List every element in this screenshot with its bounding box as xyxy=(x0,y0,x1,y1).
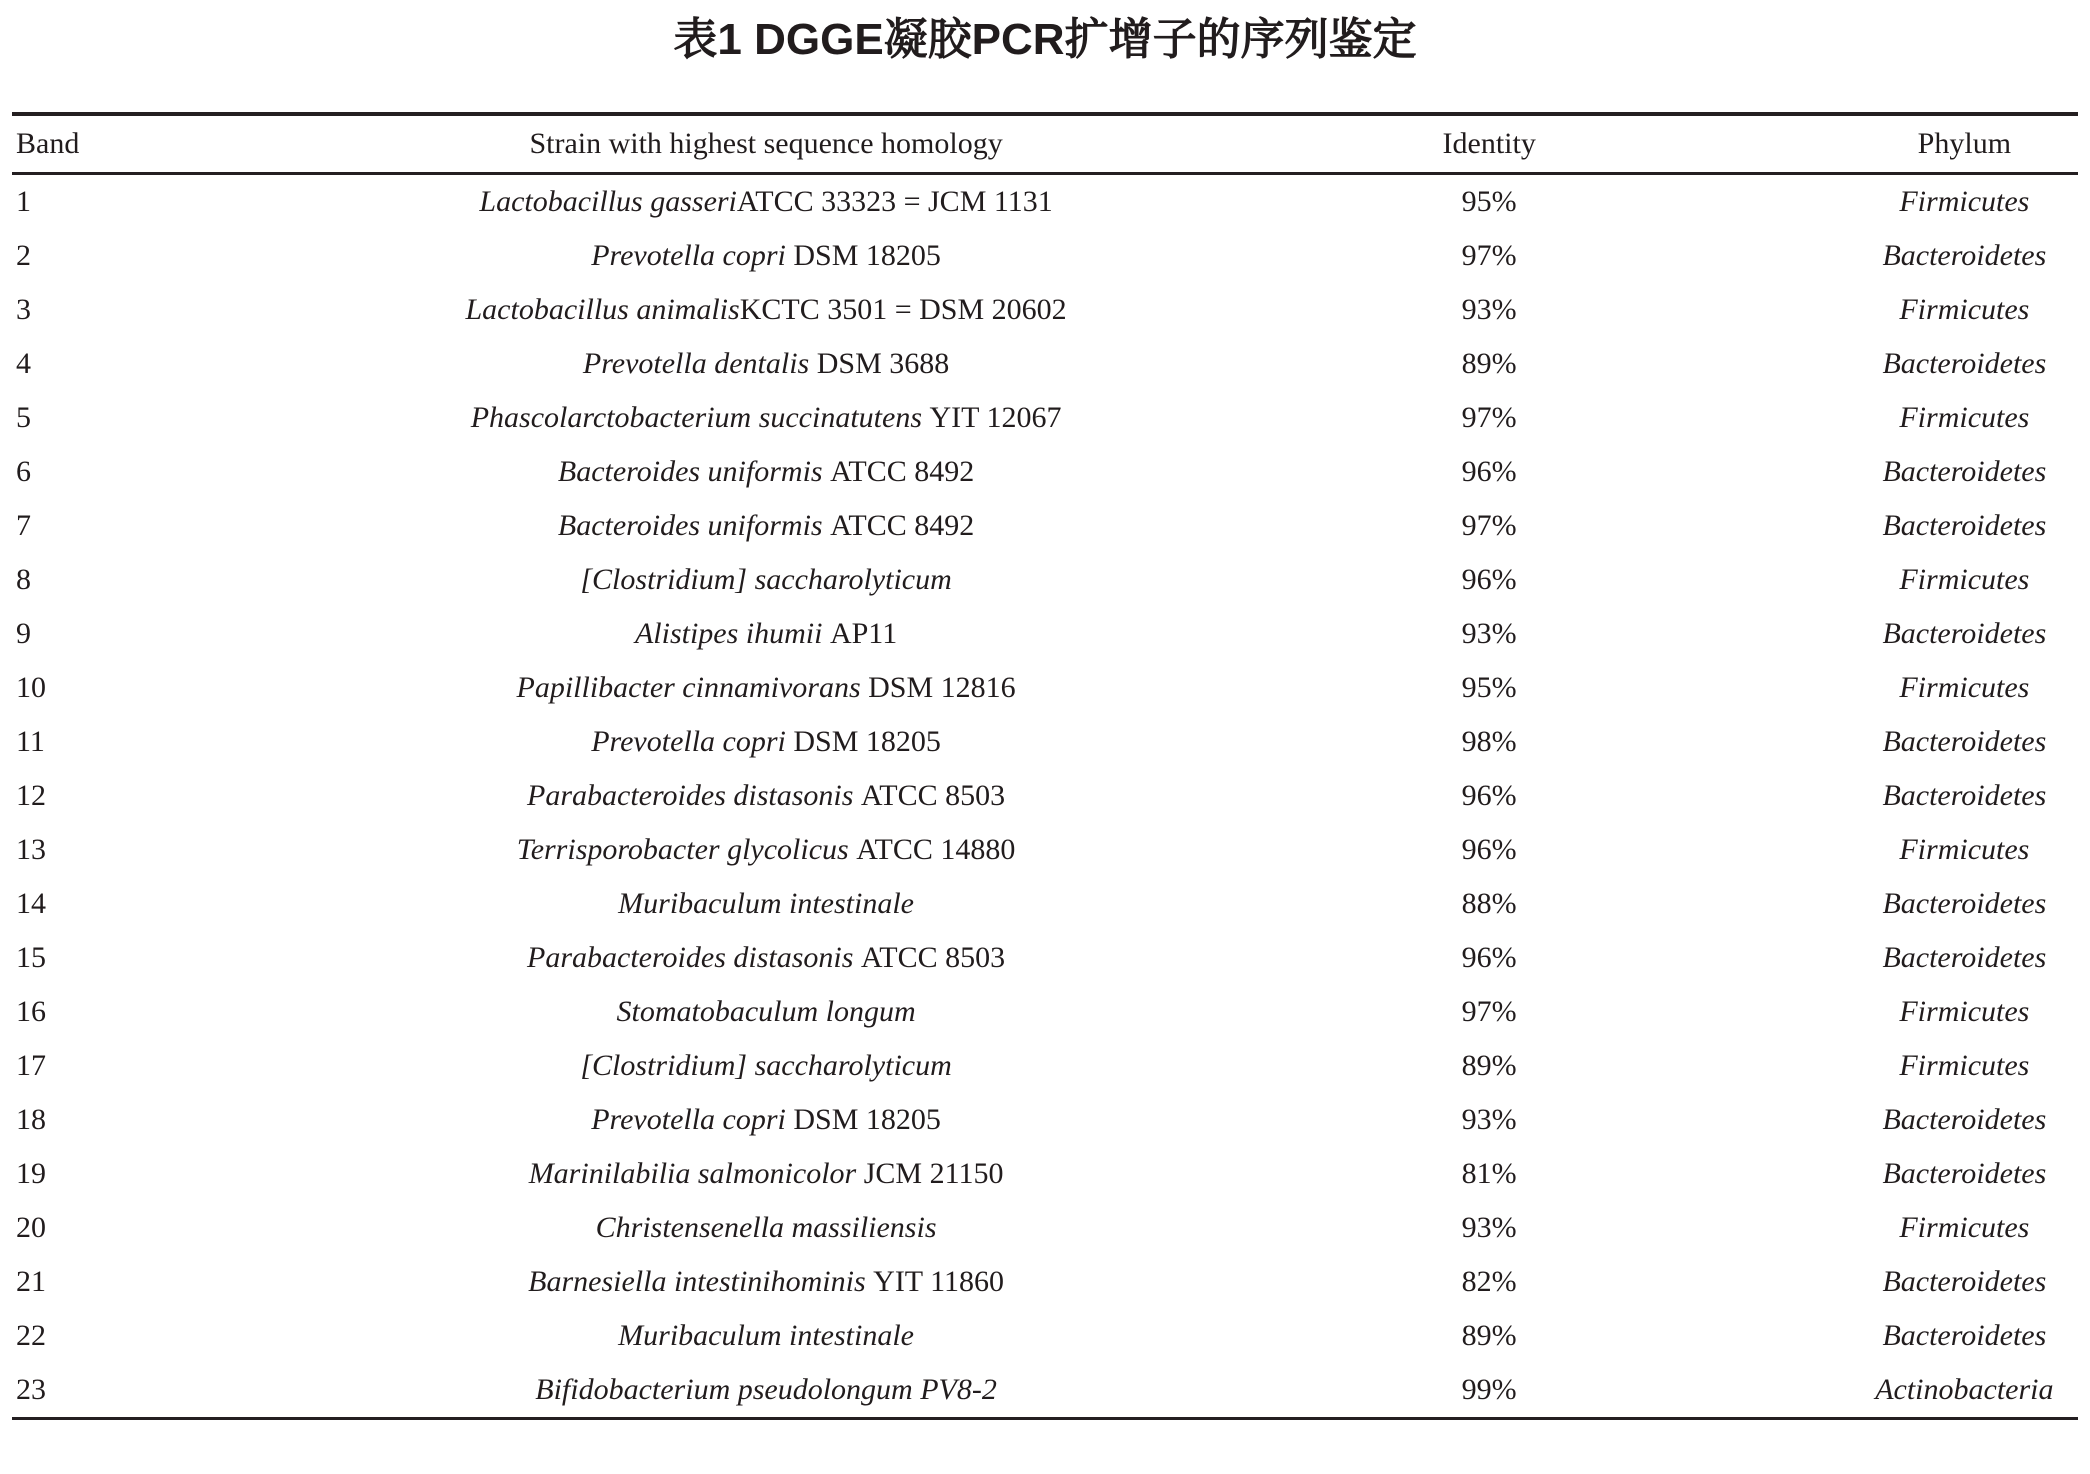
strain-name xyxy=(405,1201,1128,1255)
identity-percent: 98% xyxy=(1461,724,1517,758)
table-row xyxy=(12,1363,2078,1419)
strain-code: YIT 12067 xyxy=(922,400,1062,434)
strain-code: KCTC 3501 = DSM 20602 xyxy=(739,292,1067,326)
strain-code: YIT 11860 xyxy=(865,1264,1004,1298)
band-number: 20 xyxy=(16,1210,46,1244)
identity-percent: 89% xyxy=(1461,346,1517,380)
strain-name-italic: Parabacteroides distasonis xyxy=(527,778,854,812)
phylum-name: Firmicutes xyxy=(1899,292,2030,326)
strain-name xyxy=(405,1255,1128,1309)
table-row xyxy=(12,1201,2078,1255)
table-row xyxy=(12,985,2078,1039)
strain-name xyxy=(405,931,1128,985)
phylum-name: Bacteroidetes xyxy=(1882,886,2047,920)
strain-name-italic: Bifidobacterium pseudolongum PV8-2 xyxy=(535,1372,997,1406)
table-row xyxy=(12,769,2078,823)
identity-percent: 93% xyxy=(1461,1102,1517,1136)
phylum-name: Bacteroidetes xyxy=(1882,616,2047,650)
strain-code: DSM 18205 xyxy=(785,238,941,272)
identity-percent: 95% xyxy=(1461,670,1517,704)
band-number: 22 xyxy=(16,1318,46,1352)
identity-percent: 96% xyxy=(1461,562,1517,596)
identity-percent: 97% xyxy=(1461,508,1517,542)
band-number: 5 xyxy=(16,400,31,434)
identity-percent: 96% xyxy=(1461,940,1517,974)
phylum-name: Firmicutes xyxy=(1899,184,2030,218)
phylum-name: Bacteroidetes xyxy=(1882,454,2047,488)
band-number: 11 xyxy=(16,724,45,758)
strain-name-italic: Muribaculum intestinale xyxy=(618,1318,914,1352)
strain-name-italic: Muribaculum intestinale xyxy=(618,886,914,920)
identity-percent: 97% xyxy=(1461,994,1517,1028)
strain-name xyxy=(405,769,1128,823)
phylum-name: Bacteroidetes xyxy=(1882,1156,2047,1190)
strain-name xyxy=(405,499,1128,553)
strain-name xyxy=(405,553,1128,607)
band-number: 21 xyxy=(16,1264,46,1298)
strain-name-italic: Terrisporobacter glycolicus xyxy=(516,832,849,866)
identity-percent: 96% xyxy=(1461,778,1517,812)
table-title: 表1 DGGE凝胶PCR扩增子的序列鉴定 xyxy=(673,15,1417,64)
phylum-name: Bacteroidetes xyxy=(1882,1102,2047,1136)
strain-name-italic: Prevotella copri xyxy=(591,1102,786,1136)
phylum-name: Bacteroidetes xyxy=(1882,778,2047,812)
strain-code: ATCC 14880 xyxy=(848,832,1016,866)
strain-name xyxy=(405,715,1128,769)
phylum-name: Firmicutes xyxy=(1899,1210,2030,1244)
band-number: 1 xyxy=(16,184,31,218)
strain-name xyxy=(405,1309,1128,1363)
strain-code: ATCC 8503 xyxy=(853,778,1006,812)
phylum-name: Bacteroidetes xyxy=(1882,1318,2047,1352)
table-row xyxy=(12,877,2078,931)
table-row xyxy=(12,391,2078,445)
band-number: 7 xyxy=(16,508,31,542)
table-row xyxy=(12,1255,2078,1309)
sequence-identification-table xyxy=(12,112,2078,1420)
table-row xyxy=(12,337,2078,391)
strain-code: AP11 xyxy=(822,616,898,650)
identity-percent: 89% xyxy=(1461,1048,1517,1082)
phylum-name: Bacteroidetes xyxy=(1882,346,2047,380)
strain-name-italic: Christensenella massiliensis xyxy=(595,1210,937,1244)
strain-code: DSM 18205 xyxy=(785,724,941,758)
strain-code: DSM 18205 xyxy=(785,1102,941,1136)
identity-percent: 93% xyxy=(1461,292,1517,326)
table-row xyxy=(12,661,2078,715)
table-row xyxy=(12,715,2078,769)
strain-name-italic: Papillibacter cinnamivorans xyxy=(516,670,861,704)
phylum-name: Firmicutes xyxy=(1899,994,2030,1028)
table-row xyxy=(12,229,2078,283)
table-row xyxy=(12,931,2078,985)
phylum-name: Firmicutes xyxy=(1899,562,2030,596)
strain-name xyxy=(405,337,1128,391)
identity-percent: 82% xyxy=(1461,1264,1517,1298)
header-row xyxy=(12,114,2078,174)
strain-name xyxy=(405,607,1128,661)
table-header xyxy=(12,114,2078,174)
band-number: 14 xyxy=(16,886,46,920)
phylum-name: Firmicutes xyxy=(1899,400,2030,434)
strain-name xyxy=(405,1363,1128,1419)
strain-name xyxy=(405,823,1128,877)
strain-name-italic: Marinilabilia salmonicolor xyxy=(528,1156,857,1190)
table-row xyxy=(12,1093,2078,1147)
identity-percent: 96% xyxy=(1461,832,1517,866)
band-number: 4 xyxy=(16,346,31,380)
phylum-name: Bacteroidetes xyxy=(1882,238,2047,272)
strain-name-italic: Parabacteroides distasonis xyxy=(527,940,854,974)
strain-name xyxy=(405,877,1128,931)
strain-name xyxy=(405,283,1128,337)
identity-percent: 93% xyxy=(1461,616,1517,650)
strain-code: ATCC 33323 = JCM 1131 xyxy=(736,184,1053,218)
strain-name xyxy=(405,229,1128,283)
strain-name-italic: Prevotella dentalis xyxy=(582,346,810,380)
strain-name-italic: Prevotella copri xyxy=(591,238,786,272)
strain-name-italic: Alistipes ihumii xyxy=(634,616,823,650)
band-number: 6 xyxy=(16,454,31,488)
band-number: 18 xyxy=(16,1102,46,1136)
table-row xyxy=(12,553,2078,607)
strain-name xyxy=(405,1147,1128,1201)
band-number: 16 xyxy=(16,994,46,1028)
table-row xyxy=(12,1039,2078,1093)
identity-percent: 97% xyxy=(1461,400,1517,434)
phylum-name: Bacteroidetes xyxy=(1882,940,2047,974)
strain-name-italic: Lactobacillus animalis xyxy=(465,292,740,326)
phylum-name: Actinobacteria xyxy=(1851,1363,2078,1419)
strain-code: DSM 3688 xyxy=(809,346,950,380)
band-number: 15 xyxy=(16,940,46,974)
strain-name xyxy=(405,1093,1128,1147)
strain-name xyxy=(405,1039,1128,1093)
column-header-identity: Identity xyxy=(1128,114,1851,174)
phylum-name: Bacteroidetes xyxy=(1882,724,2047,758)
identity-percent: 96% xyxy=(1461,454,1517,488)
band-number: 23 xyxy=(12,1363,405,1419)
strain-name xyxy=(405,391,1128,445)
strain-name xyxy=(405,661,1128,715)
band-number: 13 xyxy=(16,832,46,866)
band-number: 17 xyxy=(16,1048,46,1082)
strain-name xyxy=(405,985,1128,1039)
identity-percent: 97% xyxy=(1461,238,1517,272)
phylum-name: Firmicutes xyxy=(1899,832,2030,866)
table-body xyxy=(12,173,2078,1418)
phylum-name: Bacteroidetes xyxy=(1882,1264,2047,1298)
strain-name-italic: Stomatobaculum longum xyxy=(616,994,916,1028)
strain-code: JCM 21150 xyxy=(856,1156,1004,1190)
strain-code: ATCC 8492 xyxy=(822,508,975,542)
strain-name xyxy=(405,445,1128,499)
strain-name-italic: [Clostridium] saccharolyticum xyxy=(580,1048,952,1082)
table-row xyxy=(12,1147,2078,1201)
identity-percent: 95% xyxy=(1461,184,1517,218)
column-header-phylum: Phylum xyxy=(1851,114,2078,174)
table-row xyxy=(12,607,2078,661)
strain-name-italic: Bacteroides uniformis xyxy=(557,454,823,488)
strain-name-italic: Barnesiella intestinihominis xyxy=(528,1264,866,1298)
band-number: 12 xyxy=(16,778,46,812)
band-number: 3 xyxy=(16,292,31,326)
strain-name-italic: [Clostridium] saccharolyticum xyxy=(580,562,952,596)
phylum-name: Firmicutes xyxy=(1899,670,2030,704)
strain-name-italic: Prevotella copri xyxy=(591,724,786,758)
strain-code: ATCC 8492 xyxy=(822,454,975,488)
strain-name-italic: Phascolarctobacterium succinatutens xyxy=(470,400,922,434)
band-number: 8 xyxy=(16,562,31,596)
band-number: 9 xyxy=(16,616,31,650)
column-header-strain: Strain with highest sequence homology xyxy=(405,114,1128,174)
identity-percent: 88% xyxy=(1461,886,1517,920)
band-number: 2 xyxy=(16,238,31,272)
strain-name-italic: Lactobacillus gasseri xyxy=(479,184,737,218)
identity-percent: 99% xyxy=(1128,1363,1851,1419)
table-row xyxy=(12,499,2078,553)
table-row xyxy=(12,283,2078,337)
table-row xyxy=(12,1309,2078,1363)
identity-percent: 93% xyxy=(1461,1210,1517,1244)
table-row xyxy=(12,823,2078,877)
table-row xyxy=(12,445,2078,499)
strain-code: ATCC 8503 xyxy=(853,940,1006,974)
strain-name xyxy=(405,173,1128,229)
strain-name-italic: Bacteroides uniformis xyxy=(557,508,823,542)
band-number: 19 xyxy=(16,1156,46,1190)
identity-percent: 81% xyxy=(1461,1156,1517,1190)
phylum-name: Firmicutes xyxy=(1899,1048,2030,1082)
band-number: 10 xyxy=(16,670,46,704)
identity-percent: 89% xyxy=(1461,1318,1517,1352)
phylum-name: Bacteroidetes xyxy=(1882,508,2047,542)
column-header-band: Band xyxy=(12,114,405,174)
strain-code: DSM 12816 xyxy=(860,670,1016,704)
table-row xyxy=(12,173,2078,229)
